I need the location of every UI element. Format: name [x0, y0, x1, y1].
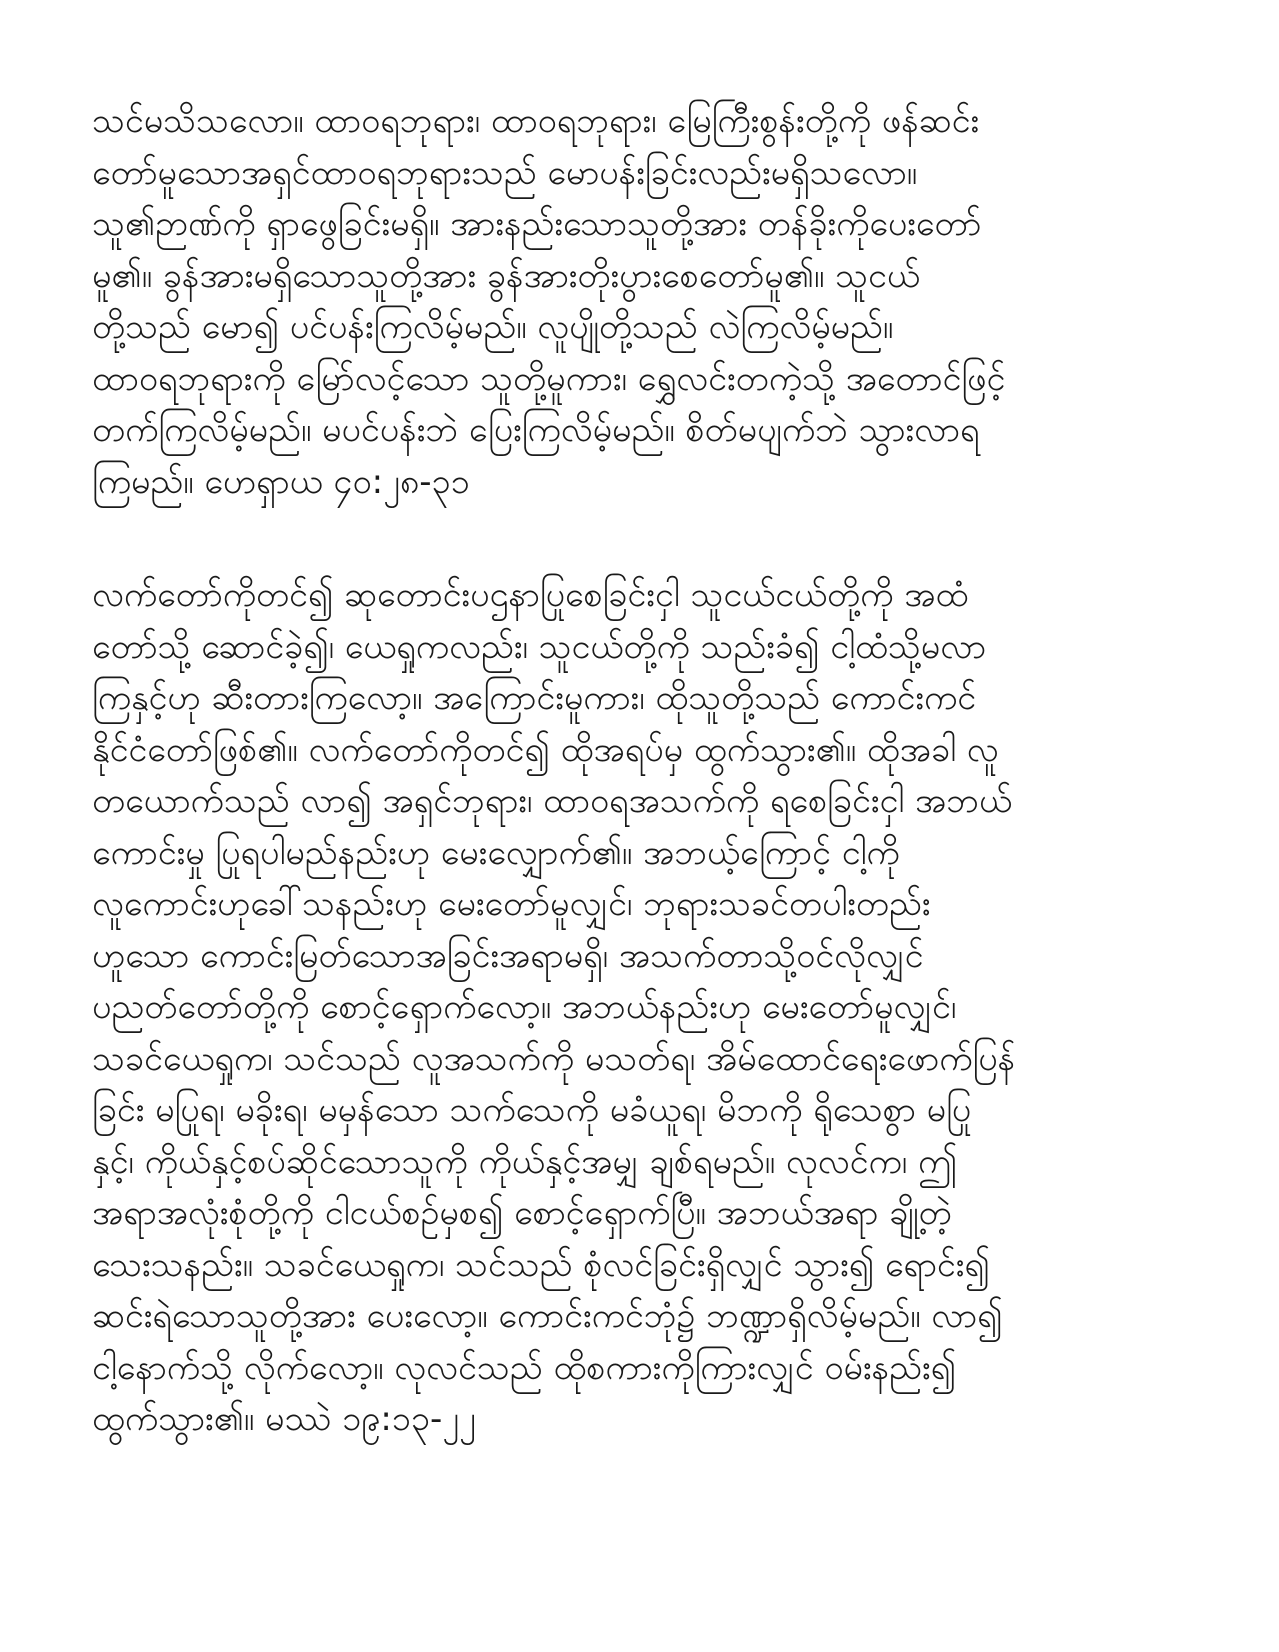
text-line: နိုင်ငံတော်ဖြစ်၏။ လက်တော်ကိုတင်၍ ထိုအရပ်မှ ထွက်သွား၏။ ထိုအခါ လူ — [92, 729, 999, 770]
text-line: တော်မူသောအရှင်ထာဝရဘုရားသည် မောပန်းခြင်းလည်းမရှိသလော။ — [92, 152, 918, 193]
text-line: တို့သည် မော၍ ပင်ပန်းကြလိမ့်မည်။ လူပျိုတို့သည် လဲကြလိမ့်မည်။ — [92, 307, 894, 347]
text-line: လက်တော်ကိုတင်၍ ဆုတောင်းပဌနာပြုစေခြင်းငှါ သူငယ်ငယ်တို့ကို အထံ — [92, 575, 969, 615]
text-line: ဟူသော ကောင်းမြတ်သောအခြင်းအရာမရှိ၊ အသက်တာသို့ဝင်လိုလျှင် — [92, 935, 924, 976]
text-line: မူ၏။ ခွန်အားမရှိသောသူတို့အား ခွန်အားတိုးပွားစေတော်မူ၏။ သူငယ် — [92, 255, 920, 296]
text-line: နှင့်၊ ကိုယ်နှင့်စပ်ဆိုင်သောသူကို ကိုယ်နှင့်အမျှ ချစ်ရမည်။ လုလင်က၊ ဤ — [92, 1141, 958, 1182]
verse-reference-line: ထွက်သွား၏။ မဿဲ ၁၉:၁၃-၂၂ — [92, 1399, 476, 1439]
text-line: ခြင်း မပြုရ၊ မခိုးရ၊ မမှန်သော သက်သေကို မခံယူရ၊ မိဘကို ရိုသေစွာ မပြု — [92, 1090, 972, 1130]
text-line: တယောက်သည် လာ၍ အရှင်ဘုရား၊ ထာဝရအသက်ကို ရစေခြင်းငှါ အဘယ် — [92, 781, 1012, 821]
text-line: ငါ့နောက်သို့ လိုက်လော့။ လုလင်သည် ထိုစကားကိုကြားလျှင် ဝမ်းနည်း၍ — [92, 1347, 957, 1388]
paragraph-spacer — [92, 508, 1192, 570]
text-line: သေးသနည်း။ သခင်ယေရှုက၊ သင်သည် စုံလင်ခြင်းရှိလျှင် သွား၍ ရောင်း၍ — [92, 1244, 990, 1285]
text-line: ကြနှင့်ဟု ဆီးတားကြလော့။ အကြောင်းမူကား၊ ထိုသူတို့သည် ကောင်းကင် — [92, 678, 977, 718]
text-line: သင်မသိသလော။ ထာဝရဘုရား၊ ထာဝရဘုရား၊ မြေကြီးစွန်းတို့ကို ဖန်ဆင်း — [92, 101, 980, 141]
verse-reference-line: ကြမည်။ ဟေရှာယ ၄၀:၂၈-၃၁ — [92, 461, 470, 502]
text-line: လူကောင်းဟုခေါ်သနည်းဟု မေးတော်မူလျှင်၊ ဘုရားသခင်တပါးတည်း — [92, 884, 931, 924]
text-line: အရာအလုံးစုံတို့ကို ငါငယ်စဉ်မှစ၍ စောင့်ရှောက်ပြီ။ အဘယ်အရာ ချို့တဲ့ — [92, 1193, 952, 1233]
text-line: ပညတ်တော်တို့ကို စောင့်ရှောက်လော့။ အဘယ်နည်းဟု မေးတော်မူလျှင်၊ — [92, 987, 957, 1027]
text-line: တက်ကြလိမ့်မည်။ မပင်ပန်းဘဲ ပြေးကြလိမ့်မည်။ စိတ်မပျက်ဘဲ သွားလာရ — [92, 410, 980, 450]
paragraph-isaiah — [92, 96, 1192, 508]
text-line: တော်သို့ ဆောင်ခဲ့၍၊ ယေရှုကလည်း၊ သူငယ်တို့ကို သည်းခံ၍ ငါ့ထံသို့မလာ — [92, 626, 987, 667]
text-line: သခင်ယေရှုက၊ သင်သည် လူအသက်ကို မသတ်ရ၊ အိမ်ထောင်ရေးဖောက်ပြန် — [92, 1038, 1016, 1079]
text-line: ဆင်းရဲသောသူတို့အား ပေးလော့။ ကောင်းကင်ဘုံ၌ ဘဏ္ဍာရှိလိမ့်မည်။ လာ၍ — [92, 1296, 1003, 1336]
text-line: သူ၏ဉာဏ်ကို ရှာဖွေခြင်းမရှိ။ အားနည်းသောသူတို့အား တန်ခိုးကိုပေးတော် — [92, 204, 982, 244]
paragraph-matthew — [92, 570, 1192, 1446]
text-line: ထာဝရဘုရားကို မြော်လင့်သော သူတို့မူကား၊ ရွှေလင်းတကဲ့သို့ အတောင်ဖြင့် — [92, 358, 1006, 399]
document-page — [92, 96, 1192, 1446]
text-line: ကောင်းမှု ပြုရပါမည်နည်းဟု မေးလျှောက်၏။ အဘယ့်ကြောင့် ငါ့ကို — [92, 832, 900, 873]
